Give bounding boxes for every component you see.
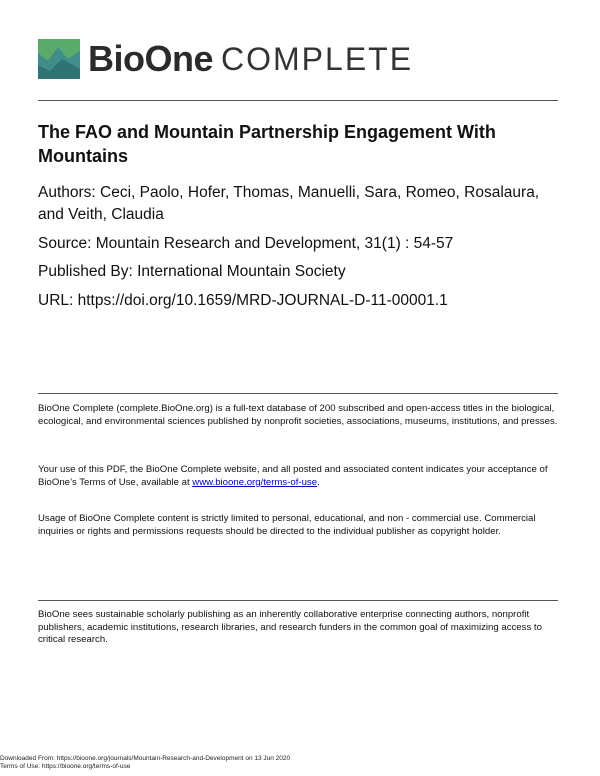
terms-footer: Terms of Use: https://bioone.org/terms-of-use xyxy=(0,763,131,770)
article-title: The FAO and Mountain Partnership Engagement With Mountains xyxy=(38,122,496,166)
logo-complete-text: COMPLETE xyxy=(221,40,414,77)
terms-suffix: . xyxy=(317,476,320,488)
article-source: Source: Mountain Research and Development, 31(1) : 54-57 xyxy=(38,235,454,252)
bioone-complete-logo xyxy=(38,38,413,80)
article-publisher: Published By: International Mountain Society xyxy=(38,263,346,280)
bioone-logo-icon xyxy=(38,39,80,79)
logo-bioone-text: BioOne xyxy=(88,38,214,79)
header-divider xyxy=(38,100,558,101)
article-url[interactable]: URL: https://doi.org/10.1659/MRD-JOURNAL-D-11-00001.1 xyxy=(38,292,448,309)
usage-notice: Usage of BioOne Complete content is strictly limited to personal, educational, and non - commercial use. Commercial inquiries or rights and permissions requests should be directed to the individual publisher as copyright holder. xyxy=(38,513,536,537)
download-footer: Downloaded From: https://bioone.org/journals/Mountain-Research-and-Development on 13 Jun 2020 xyxy=(0,755,291,762)
terms-of-use-link[interactable]: www.bioone.org/terms-of-use xyxy=(192,476,318,488)
meta-divider xyxy=(38,393,558,394)
notices-divider xyxy=(38,600,558,601)
mission-notice: BioOne sees sustainable scholarly publishing as an inherently collaborative enterprise connecting authors, nonprofit publishers, academic institutions, research libraries, and research funders in the common goal of maximizing access to critical research. xyxy=(38,609,542,645)
article-authors: Authors: Ceci, Paolo, Hofer, Thomas, Manuelli, Sara, Romeo, Rosalaura, and Veith, Claudia xyxy=(38,184,540,223)
terms-notice xyxy=(38,464,558,489)
about-notice: BioOne Complete (complete.BioOne.org) is a full-text database of 200 subscribed and open-access titles in the biological, ecological, and environmental sciences published by nonprofit societies, associations, museums, institutions, and presses. xyxy=(38,403,558,427)
terms-prefix: Your use of this PDF, the BioOne Complete website, and all posted and associated content indicates your acceptance of BioOne’s Terms of Use, available at xyxy=(38,464,548,488)
